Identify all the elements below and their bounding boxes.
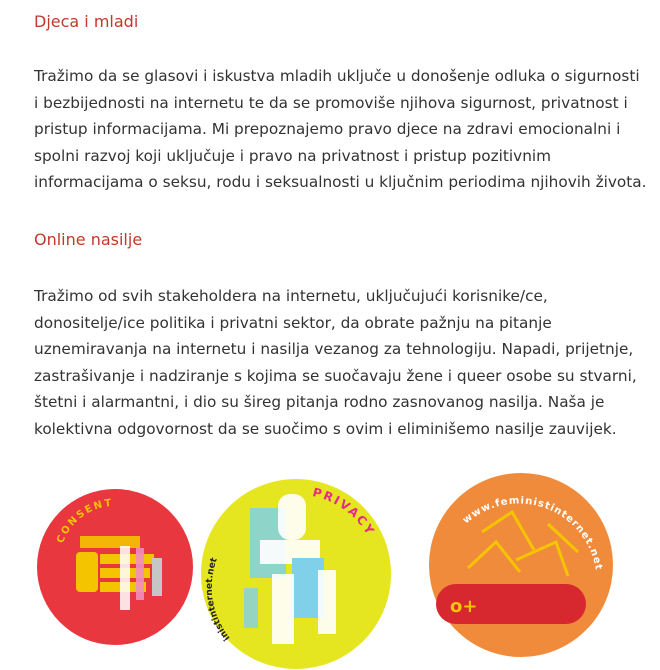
consent-badge-disc — [37, 489, 193, 645]
paragraph-line: donositelje/ice politika i privatni sektor, da obrate pažnju na pitanje — [34, 313, 552, 332]
feminist-internet-badge-image — [428, 472, 614, 658]
section-paragraph-online-violence — [34, 283, 640, 443]
section-heading-online-violence: Online nasilje — [34, 230, 143, 249]
section-heading-youth: Djeca i mladi — [34, 12, 139, 31]
paragraph-line: Tražimo od svih stakeholdera na internetu, uključujući korisnike/ce, — [34, 287, 548, 305]
consent-badge-image — [36, 488, 194, 646]
paragraph-line: kolektivna odgovornost da se suočimo s ovim i eliminišemo nasilje zauvijek. — [34, 419, 617, 438]
paragraph-line: pristup informacijama. Mi prepoznajemo pravo djece na zdravi emocionalni i — [34, 120, 621, 139]
paragraph-line: štetni i alarmantni, i dio su šireg pitanja rodno zasnovanog nasilja. Naša je — [34, 393, 605, 412]
privacy-badge-label: PRIVACY — [311, 485, 378, 539]
privacy-badge-image — [200, 478, 392, 670]
key-icon: o+ — [450, 596, 478, 617]
paragraph-line: spolni razvoj koji uključuje i pravo na privatnost i pristup pozitivnim — [34, 146, 552, 165]
paragraph-line: uznemiravanja na internetu i nasilja vezanog za tehnologiju. Napadi, prijetnje, — [34, 340, 634, 359]
section-paragraph-youth — [34, 63, 647, 196]
paragraph-line: i bezbijednosti na internetu te da se promoviše njihova sigurnost, privatnost i — [34, 93, 628, 112]
paragraph-line: informacijama o seksu, rodu i seksualnosti u ključnim periodima njihovih života. — [34, 173, 647, 192]
paragraph-line: Tražimo da se glasovi i iskustva mladih uključe u donošenje odluka o sigurnosti — [34, 67, 640, 85]
consent-badge-label: CONSENT — [55, 497, 114, 545]
feminist-internet-badge-label: www.feministinternet.net — [460, 495, 604, 572]
paragraph-line: zastrašivanje i nadziranje s kojima se suočavaju žene i queer osobe su stvarni, — [34, 366, 637, 385]
privacy-badge-side-text: inistinternet.net — [204, 556, 233, 643]
badge-images-row — [0, 450, 660, 643]
